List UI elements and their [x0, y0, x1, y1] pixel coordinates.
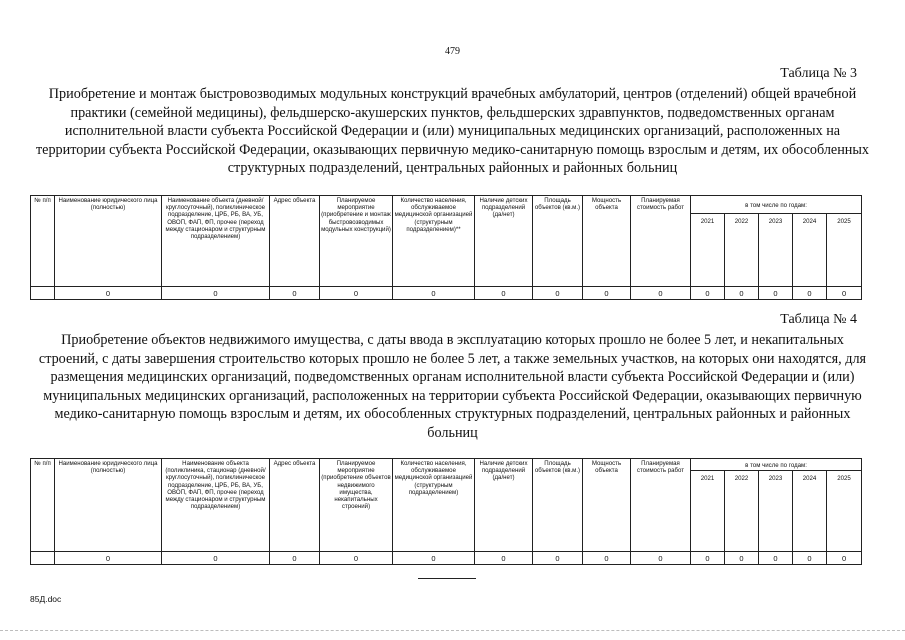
table3-heading: Приобретение и монтаж быстровозводимых модульных конструкций врачебных амбулаторий, центров (отделений) общей врачебной практики (семейной медицины), фельдшерско-акушерских пунктов, фельдшерских здравпунктов, подведомственных органам исполнительной власти субъекта Российской Федерации и (или) муниципальных медицинских организаций, расположенных на территории субъекта Российской Федерации, оказывающих первичную медико-санитарную помощь взрослым и детям, их обособленных структурных подразделений, центральных районных и районных больниц: [35, 86, 870, 176]
table-cell: 0: [827, 287, 862, 300]
table-cell: [31, 552, 55, 565]
table3: [30, 195, 862, 300]
table4-col-3: Адрес объекта: [270, 459, 320, 552]
document-filename: 85Д.doc: [30, 594, 62, 604]
table-cell: 0: [793, 287, 827, 300]
table3-col-5: Количество населения, обслуживаемое медицинской организацией (структурным подразделением)**: [393, 196, 475, 287]
table4-heading: Приобретение объектов недвижимого имущества, с даты ввода в эксплуатацию которых прошло не более 5 лет, и некапитальных строений, с даты завершения строительство которых прошло не более 5 лет, а также земельных участков, на которых они находятся, для размещения медицинских организаций, подведомственных органам исполнительной власти субъекта Российской Федерации и (или) муниципальных медицинских организаций, расположенных на территории субъекта Российской Федерации, оказывающих первичную медико-санитарную помощь взрослым и детям, их обособленных структурных подразделений, центральных районных и районных больниц: [38, 332, 867, 441]
table3-col-3: Адрес объекта: [270, 196, 320, 287]
table-cell: 0: [320, 287, 393, 300]
table3-col-2: Наименование объекта (дневной/круглосуточный), поликлиническое подразделение, ЦРБ, РБ, ВА, УБ, ОВОП, ФАП, ФП, прочее (переход между стационаром и структурным подразделением): [162, 196, 270, 287]
table3-label: Таблица № 3: [780, 66, 857, 81]
table3-year-2022: 2022: [725, 213, 759, 286]
table4-col-8: Мощность объекта: [583, 459, 631, 552]
table4-year-2025: 2025: [827, 471, 862, 552]
table4-years-group: в том числе по годам:: [691, 459, 862, 471]
table-cell: 0: [583, 552, 631, 565]
table3-col-8: Мощность объекта: [583, 196, 631, 287]
table4-year-2022: 2022: [725, 471, 759, 552]
table-cell: 0: [393, 552, 475, 565]
table4-year-2024: 2024: [793, 471, 827, 552]
table4-col-5: Количество населения, обслуживаемое медицинской организацией (структурным подразделением): [393, 459, 475, 552]
table-cell: 0: [533, 552, 583, 565]
table-cell: 0: [320, 552, 393, 565]
table3-years-group: в том числе по годам:: [691, 196, 862, 214]
table3-col-7: Площадь объектов (кв.м.): [533, 196, 583, 287]
table-cell: 0: [533, 287, 583, 300]
table3-col-6: Наличие детских подразделений (да/нет): [475, 196, 533, 287]
table4-col-7: Площадь объектов (кв.м.): [533, 459, 583, 552]
table4-year-2021: 2021: [691, 471, 725, 552]
table-cell: 0: [759, 552, 793, 565]
table3-col-1: Наименование юридического лица (полностью): [55, 196, 162, 287]
page-number: 479: [445, 46, 460, 57]
table3-col-4: Планируемое мероприятие (приобретение и монтаж быстровозводимых модульных конструкций): [320, 196, 393, 287]
table-cell: 0: [725, 287, 759, 300]
table4-label: Таблица № 4: [780, 312, 857, 327]
table4-col-6: Наличие детских подразделений (да/нет): [475, 459, 533, 552]
table4-year-2023: 2023: [759, 471, 793, 552]
table-cell: 0: [162, 552, 270, 565]
table-cell: 0: [162, 287, 270, 300]
table3-year-2025: 2025: [827, 213, 862, 286]
table-cell: 0: [583, 287, 631, 300]
table3-year-2021: 2021: [691, 213, 725, 286]
footer-divider: [418, 578, 476, 579]
table3-year-2024: 2024: [793, 213, 827, 286]
table-cell: 0: [631, 552, 691, 565]
table-cell: 0: [55, 552, 162, 565]
table3-col-9: Планируемая стоимость работ: [631, 196, 691, 287]
table-row: [31, 552, 862, 565]
table4: [30, 458, 862, 565]
table4-col-1: Наименование юридического лица (полностью): [55, 459, 162, 552]
table-cell: 0: [827, 552, 862, 565]
table-cell: 0: [393, 287, 475, 300]
table-cell: 0: [55, 287, 162, 300]
table3-col-0: № п/п: [31, 196, 55, 287]
table-cell: 0: [691, 552, 725, 565]
table-cell: 0: [475, 287, 533, 300]
table4-col-0: № п/п: [31, 459, 55, 552]
table-cell: 0: [759, 287, 793, 300]
table4-col-2: Наименование объекта (поликлиника, стационар (дневной/круглосуточный), поликлиническое подразделение, ЦРБ, РБ, ВА, УБ, ОВОП, ФАП, ФП, прочее (переход между стационаром и структурным подразделением): [162, 459, 270, 552]
table4-col-9: Планируемая стоимость работ: [631, 459, 691, 552]
table-cell: 0: [725, 552, 759, 565]
table-cell: 0: [631, 287, 691, 300]
table-cell: [31, 287, 55, 300]
table-cell: 0: [270, 287, 320, 300]
table3-year-2023: 2023: [759, 213, 793, 286]
table-cell: 0: [270, 552, 320, 565]
table-cell: 0: [793, 552, 827, 565]
table-cell: 0: [691, 287, 725, 300]
table-row: [31, 287, 862, 300]
table4-col-4: Планируемое мероприятие (приобретение объектов недвижимого имущества, некапитальных строений): [320, 459, 393, 552]
table-cell: 0: [475, 552, 533, 565]
scan-edge-line: [0, 630, 905, 631]
